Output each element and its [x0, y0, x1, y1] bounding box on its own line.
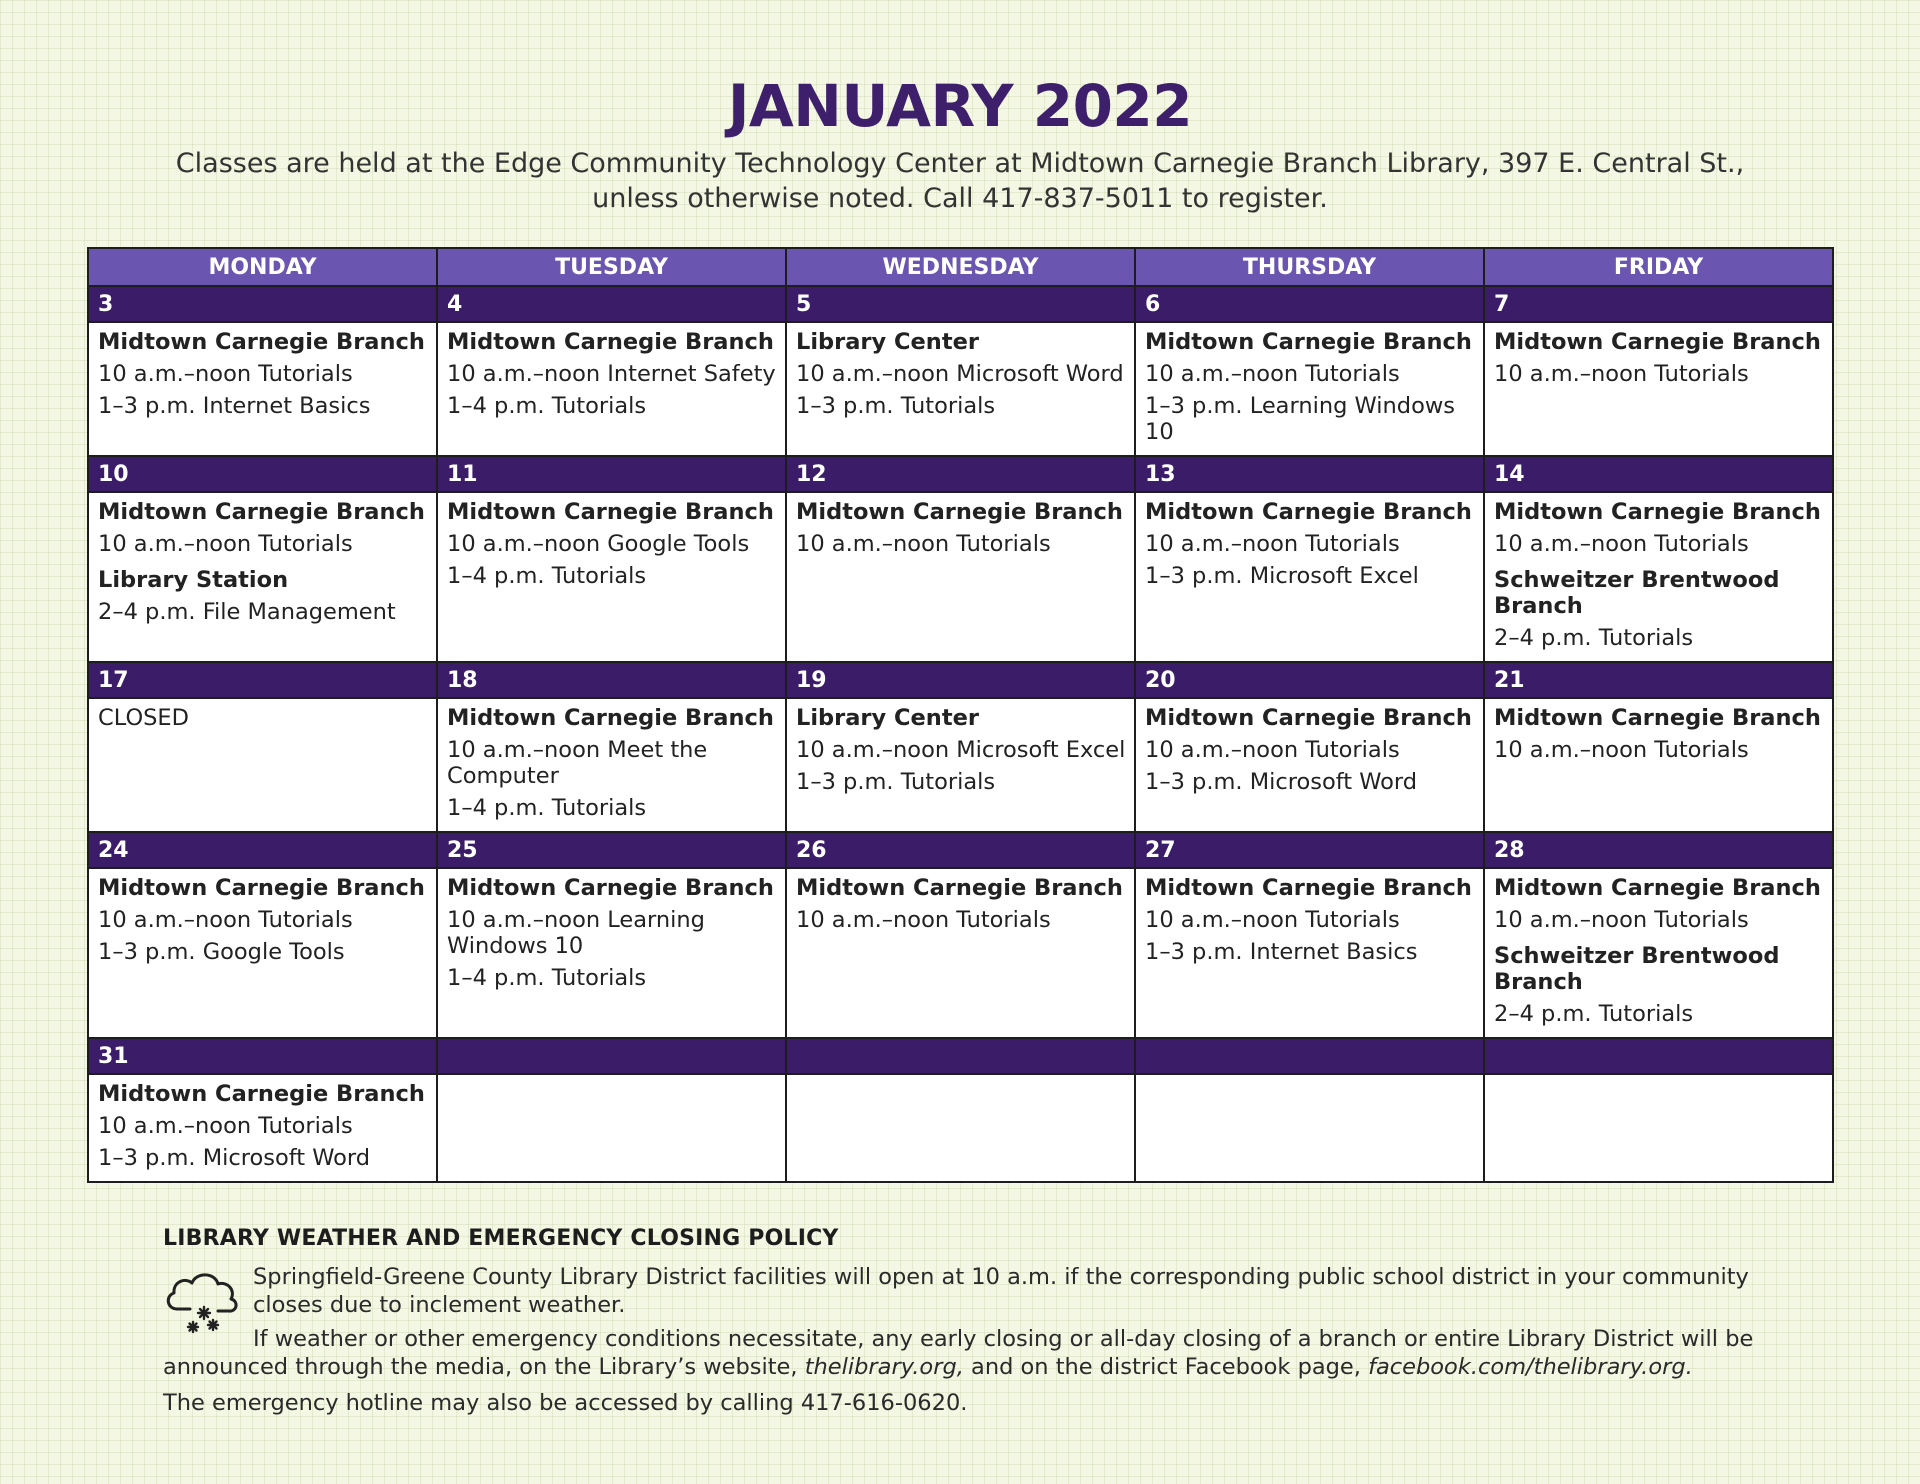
location-name: Midtown Carnegie Branch — [1494, 705, 1821, 731]
location-name: Midtown Carnegie Branch — [1494, 329, 1821, 355]
class-entry: 2–4 p.m. Tutorials — [1494, 625, 1694, 651]
closing-policy — [163, 1226, 1763, 1417]
class-entry: 1–3 p.m. Google Tools — [98, 939, 345, 965]
date-number: 13 — [1135, 456, 1484, 492]
policy-title: LIBRARY WEATHER AND EMERGENCY CLOSING POLICY — [163, 1226, 839, 1251]
class-entry: 1–3 p.m. Microsoft Word — [1145, 769, 1418, 795]
class-entry: 10 a.m.–noon Meet the Computer — [447, 737, 708, 789]
class-entry: 2–4 p.m. Tutorials — [1494, 1001, 1694, 1027]
class-entry: 10 a.m.–noon Tutorials — [1494, 531, 1749, 557]
day-cell — [1484, 1074, 1833, 1182]
events-row — [88, 1074, 1833, 1182]
date-number: 7 — [1484, 286, 1833, 322]
weekday-wednesday: WEDNESDAY — [786, 248, 1135, 286]
class-entry: 10 a.m.–noon Tutorials — [98, 531, 353, 557]
date-row — [88, 456, 1833, 492]
class-entry: 1–3 p.m. Tutorials — [796, 393, 996, 419]
class-entry: 1–3 p.m. Internet Basics — [98, 393, 371, 419]
subtitle-line-2: unless otherwise noted. Call 417-837-5011 to register. — [592, 183, 1328, 214]
date-number: 5 — [786, 286, 1135, 322]
date-number — [786, 1038, 1135, 1074]
date-number: 14 — [1484, 456, 1833, 492]
policy-paragraph-3: The emergency hotline may also be accessed by calling 417-616-0620. — [163, 1390, 968, 1416]
date-number — [437, 1038, 786, 1074]
date-number: 27 — [1135, 832, 1484, 868]
day-cell — [1135, 492, 1484, 662]
class-entry: 10 a.m.–noon Tutorials — [1494, 907, 1749, 933]
location-name: Midtown Carnegie Branch — [1145, 875, 1472, 901]
class-entry: 10 a.m.–noon Tutorials — [1145, 737, 1400, 763]
date-number: 31 — [88, 1038, 437, 1074]
page-subtitle — [110, 146, 1810, 216]
class-entry: 1–3 p.m. Learning Windows 10 — [1145, 393, 1455, 445]
day-cell — [786, 322, 1135, 456]
class-entry: 1–3 p.m. Tutorials — [796, 769, 996, 795]
day-cell — [437, 698, 786, 832]
date-number: 19 — [786, 662, 1135, 698]
location-name: Midtown Carnegie Branch — [447, 329, 774, 355]
events-row — [88, 698, 1833, 832]
facebook-page-link[interactable]: facebook.com/thelibrary.org. — [1368, 1354, 1693, 1380]
class-entry: 1–4 p.m. Tutorials — [447, 795, 647, 821]
location-name: Midtown Carnegie Branch — [447, 499, 774, 525]
day-cell — [88, 492, 437, 662]
policy-paragraph-2 — [163, 1325, 1763, 1381]
class-entry: 1–3 p.m. Microsoft Word — [98, 1145, 371, 1171]
date-number: 6 — [1135, 286, 1484, 322]
class-entry: 2–4 p.m. File Management — [98, 599, 396, 625]
class-entry: 1–4 p.m. Tutorials — [447, 965, 647, 991]
class-entry: 10 a.m.–noon Google Tools — [447, 531, 750, 557]
location-name: Midtown Carnegie Branch — [1145, 499, 1472, 525]
date-number: 24 — [88, 832, 437, 868]
date-number — [1135, 1038, 1484, 1074]
class-entry: 10 a.m.–noon Tutorials — [796, 907, 1051, 933]
day-cell — [88, 1074, 437, 1182]
date-number: 20 — [1135, 662, 1484, 698]
class-entry: 1–4 p.m. Tutorials — [447, 563, 647, 589]
location-name: Midtown Carnegie Branch — [1494, 875, 1821, 901]
class-entry: 10 a.m.–noon Tutorials — [98, 361, 353, 387]
class-entry: 10 a.m.–noon Tutorials — [1145, 907, 1400, 933]
day-cell — [1484, 492, 1833, 662]
day-cell — [1135, 1074, 1484, 1182]
location-name: Midtown Carnegie Branch — [796, 499, 1123, 525]
date-number: 28 — [1484, 832, 1833, 868]
day-cell — [88, 322, 437, 456]
snow-cloud-icon — [163, 1269, 243, 1339]
policy-paragraph-1: Springfield-Greene County Library District facilities will open at 10 a.m. if the corresponding public school district in your community closes due to inclement weather. — [253, 1264, 1749, 1318]
location-name: Midtown Carnegie Branch — [98, 329, 425, 355]
location-name: Midtown Carnegie Branch — [98, 499, 425, 525]
location-name: Midtown Carnegie Branch — [447, 705, 774, 731]
location-name: Midtown Carnegie Branch — [1145, 329, 1472, 355]
day-cell — [1135, 868, 1484, 1038]
policy-p2-text-a: If weather or other emergency conditions necessitate, any early closing or all-day closing of a branch or entire Library District will be announced through the media, on the Library’s website, — [163, 1326, 1754, 1380]
location-name: Midtown Carnegie Branch — [1145, 705, 1472, 731]
date-number: 10 — [88, 456, 437, 492]
class-entry: 10 a.m.–noon Tutorials — [796, 531, 1051, 557]
events-row — [88, 868, 1833, 1038]
class-entry: 10 a.m.–noon Microsoft Excel — [796, 737, 1126, 763]
date-number — [1484, 1038, 1833, 1074]
class-entry: 10 a.m.–noon Tutorials — [1145, 531, 1400, 557]
class-entry: 10 a.m.–noon Microsoft Word — [796, 361, 1124, 387]
day-cell — [786, 492, 1135, 662]
class-entry: 1–4 p.m. Tutorials — [447, 393, 647, 419]
day-cell — [786, 868, 1135, 1038]
date-number: 17 — [88, 662, 437, 698]
library-website-link[interactable]: thelibrary.org, — [804, 1354, 964, 1380]
day-cell — [88, 698, 437, 832]
class-entry: 10 a.m.–noon Tutorials — [98, 907, 353, 933]
day-cell — [786, 1074, 1135, 1182]
date-number: 12 — [786, 456, 1135, 492]
class-entry: 10 a.m.–noon Tutorials — [98, 1113, 353, 1139]
date-number: 11 — [437, 456, 786, 492]
class-entry: 10 a.m.–noon Tutorials — [1494, 361, 1749, 387]
weekday-thursday: THURSDAY — [1135, 248, 1484, 286]
location-name: Midtown Carnegie Branch — [98, 1081, 425, 1107]
class-entry: 1–3 p.m. Internet Basics — [1145, 939, 1418, 965]
day-cell — [1484, 868, 1833, 1038]
location-name: Library Center — [796, 329, 979, 355]
day-cell — [437, 1074, 786, 1182]
day-cell — [437, 492, 786, 662]
weekday-monday: MONDAY — [88, 248, 437, 286]
date-row — [88, 286, 1833, 322]
day-cell — [88, 868, 437, 1038]
weekday-friday: FRIDAY — [1484, 248, 1833, 286]
class-entry: CLOSED — [98, 705, 189, 731]
location-name: Midtown Carnegie Branch — [98, 875, 425, 901]
class-entry: 10 a.m.–noon Internet Safety — [447, 361, 776, 387]
events-row — [88, 322, 1833, 456]
date-row — [88, 662, 1833, 698]
date-number: 18 — [437, 662, 786, 698]
page-title: JANUARY 2022 — [727, 72, 1193, 140]
events-row — [88, 492, 1833, 662]
class-entry: 1–3 p.m. Microsoft Excel — [1145, 563, 1419, 589]
class-entry: 10 a.m.–noon Tutorials — [1494, 737, 1749, 763]
subtitle-line-1: Classes are held at the Edge Community Technology Center at Midtown Carnegie Branch Library, 397 E. Central St., — [175, 148, 1745, 179]
day-cell — [437, 868, 786, 1038]
calendar-table — [87, 247, 1834, 1183]
location-name: Midtown Carnegie Branch — [447, 875, 774, 901]
day-cell — [1484, 698, 1833, 832]
location-name: Library Station — [98, 567, 289, 593]
day-cell — [786, 698, 1135, 832]
day-cell — [1135, 698, 1484, 832]
day-cell — [1484, 322, 1833, 456]
date-number: 26 — [786, 832, 1135, 868]
location-name: Midtown Carnegie Branch — [796, 875, 1123, 901]
class-entry: 10 a.m.–noon Tutorials — [1145, 361, 1400, 387]
date-number: 3 — [88, 286, 437, 322]
date-row — [88, 832, 1833, 868]
date-number: 21 — [1484, 662, 1833, 698]
date-number: 25 — [437, 832, 786, 868]
weekday-tuesday: TUESDAY — [437, 248, 786, 286]
date-number: 4 — [437, 286, 786, 322]
day-cell — [437, 322, 786, 456]
location-name: Schweitzer Brentwood Branch — [1494, 943, 1780, 995]
weekday-header-row — [88, 248, 1833, 286]
policy-p2-text-b: and on the district Facebook page, — [963, 1354, 1369, 1380]
date-row — [88, 1038, 1833, 1074]
day-cell — [1135, 322, 1484, 456]
location-name: Schweitzer Brentwood Branch — [1494, 567, 1780, 619]
class-entry: 10 a.m.–noon Learning Windows 10 — [447, 907, 705, 959]
location-name: Midtown Carnegie Branch — [1494, 499, 1821, 525]
location-name: Library Center — [796, 705, 979, 731]
